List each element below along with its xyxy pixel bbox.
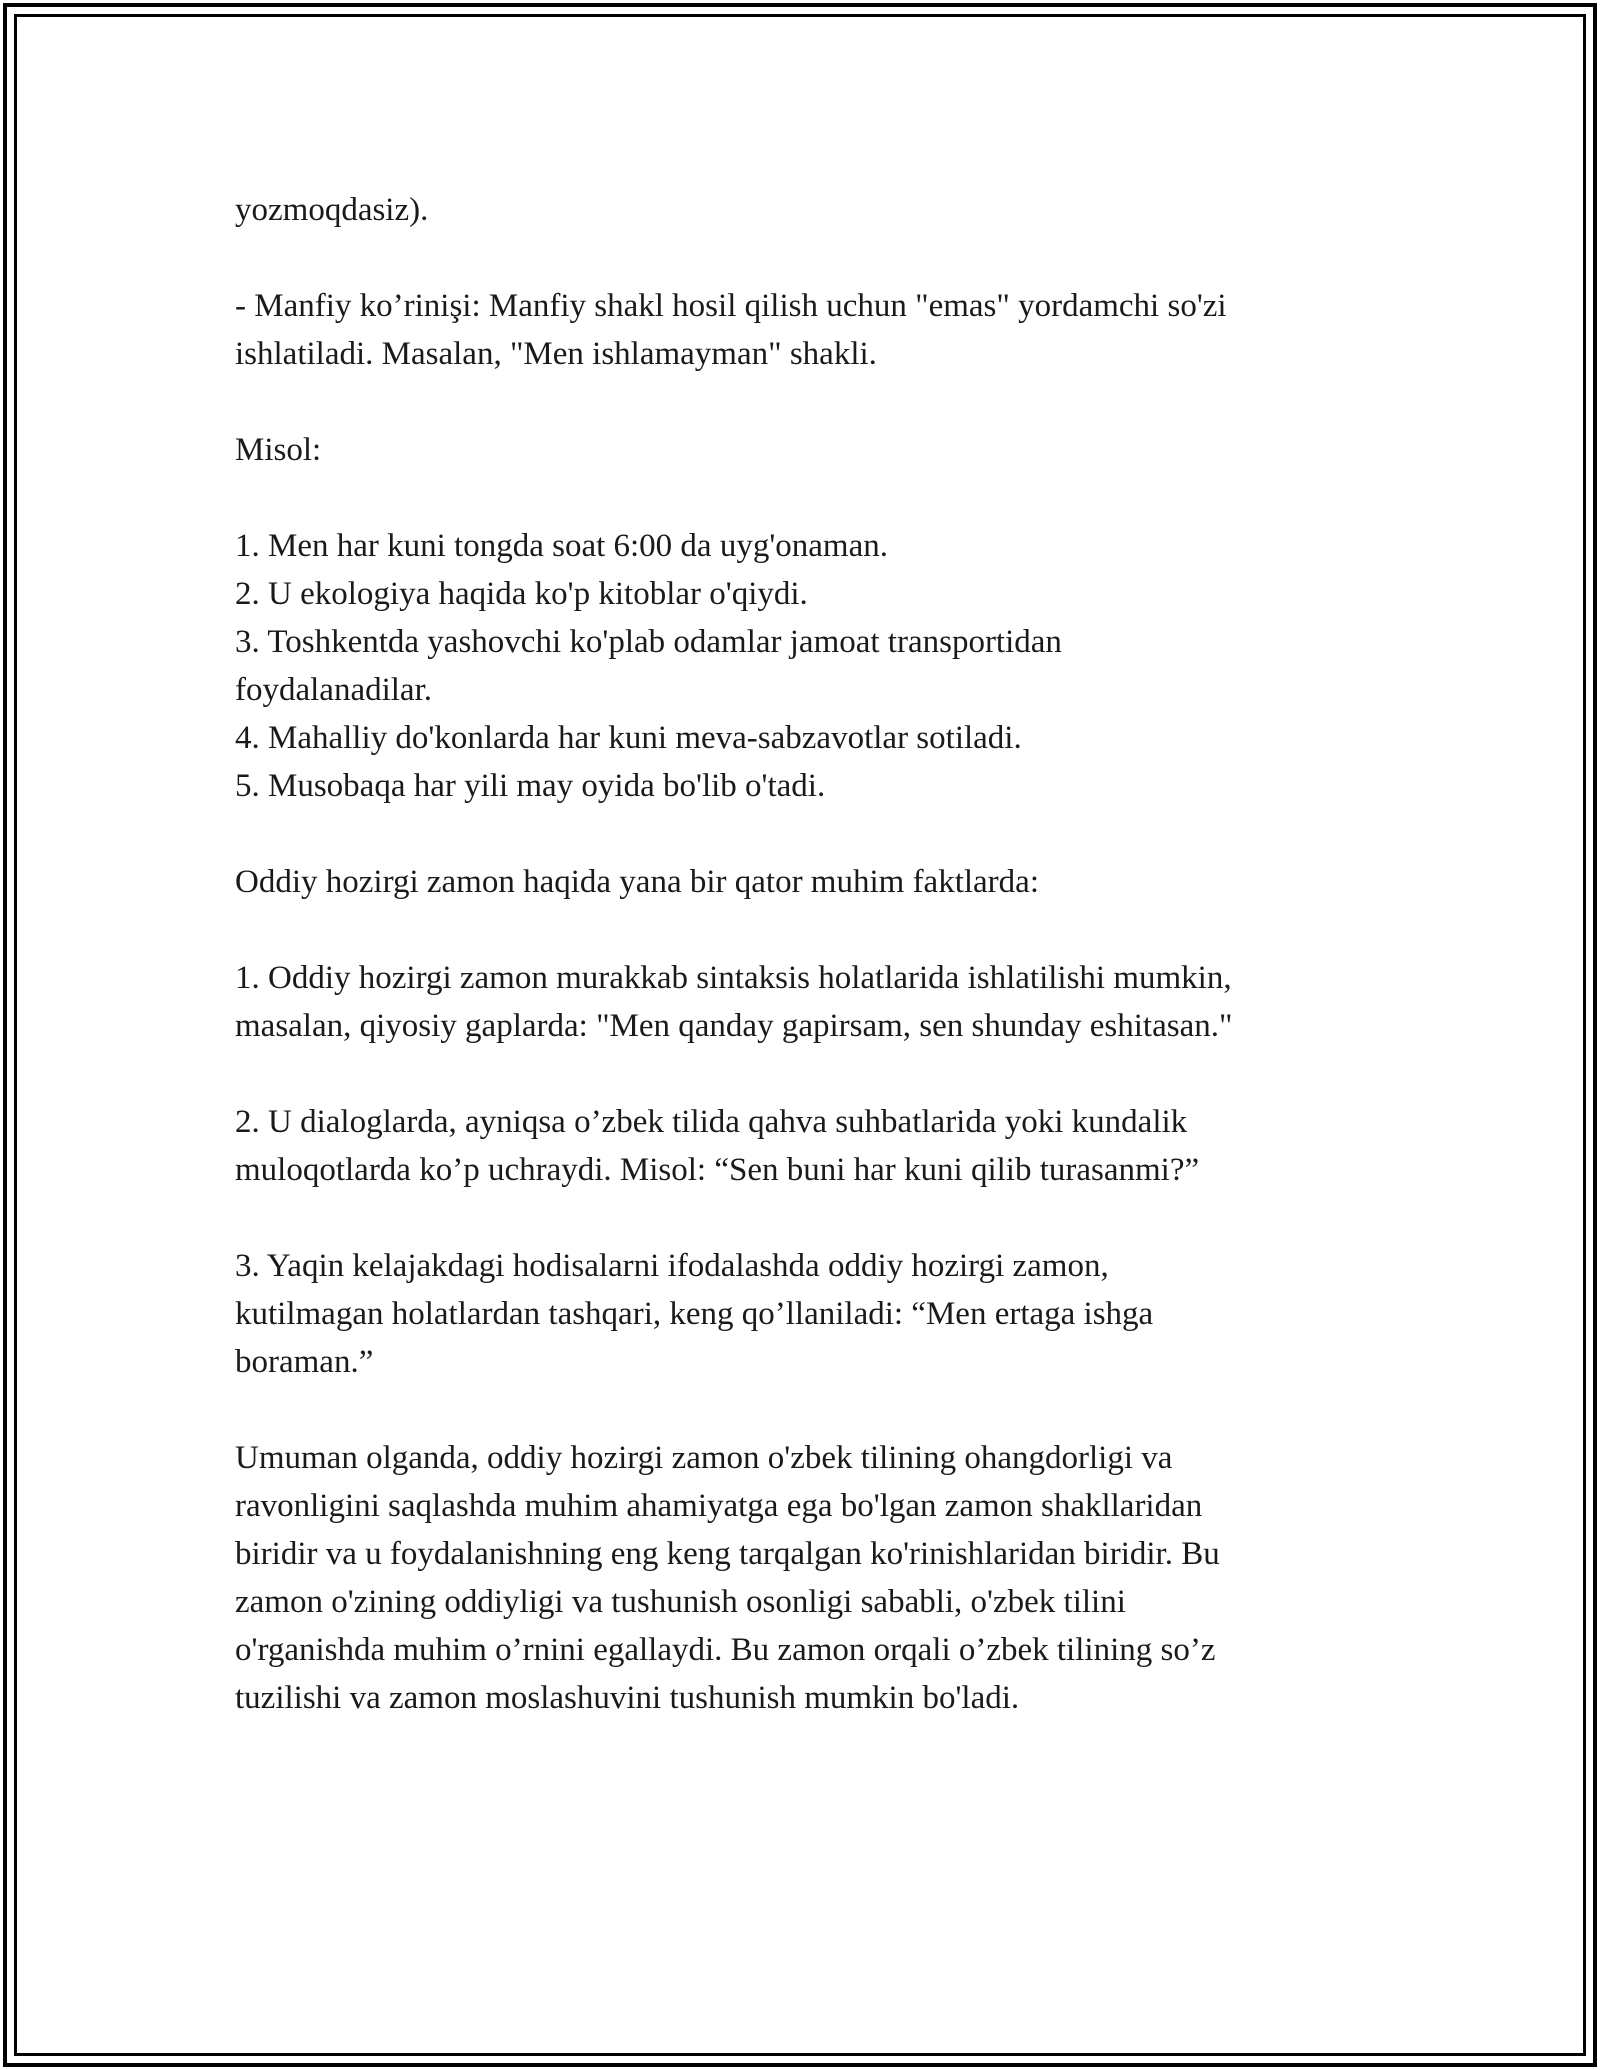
text-line: ishlatiladi. Masalan, "Men ishlamayman" shakli.	[235, 336, 877, 372]
text-line: - Manfiy ko’rinişi: Manfiy shakl hosil qilish uchun "emas" yordamchi so'zi	[235, 288, 1227, 324]
conclusion-paragraph	[235, 1434, 1375, 1722]
list-item: 1. Men har kuni tongda soat 6:00 da uyg'onaman.	[235, 528, 888, 564]
text-line: o'rganishda muhim o’rnini egallaydi. Bu zamon orqali o’zbek tilining so’z	[235, 1632, 1216, 1668]
document-body	[235, 186, 1375, 1770]
text-line: yozmoqdasiz).	[235, 192, 429, 228]
facts-heading	[235, 858, 1375, 906]
text-line: boraman.”	[235, 1344, 374, 1380]
examples-heading	[235, 426, 1375, 474]
text-line: Umuman olganda, oddiy hozirgi zamon o'zbek tilining ohangdorligi va	[235, 1440, 1173, 1476]
text-line: tuzilishi va zamon moslashuvini tushunish mumkin bo'ladi.	[235, 1680, 1020, 1716]
list-item: 4. Mahalliy do'konlarda har kuni meva-sabzavotlar sotiladi.	[235, 720, 1022, 756]
list-item: 3. Toshkentda yashovchi ko'plab odamlar jamoat transportidan	[235, 624, 1062, 660]
text-line: 2. U dialoglarda, ayniqsa o’zbek tilida qahva suhbatlarida yoki kundalik	[235, 1104, 1188, 1140]
list-item: 5. Musobaqa har yili may oyida bo'lib o'tadi.	[235, 768, 826, 804]
paragraph-negative-form	[235, 282, 1375, 378]
text-line: muloqotlarda ko’p uchraydi. Misol: “Sen buni har kuni qilib turasanmi?”	[235, 1152, 1200, 1188]
text-line: 3. Yaqin kelajakdagi hodisalarni ifodalashda oddiy hozirgi zamon,	[235, 1248, 1109, 1284]
text-line: 1. Oddiy hozirgi zamon murakkab sintaksis holatlarida ishlatilishi mumkin,	[235, 960, 1232, 996]
examples-list	[235, 522, 1375, 810]
fact-item-2	[235, 1098, 1375, 1194]
text-line: Misol:	[235, 432, 322, 468]
text-line: biridir va u foydalanishning eng keng tarqalgan ko'rinishlaridan biridir. Bu	[235, 1536, 1220, 1572]
text-line: Oddiy hozirgi zamon haqida yana bir qator muhim faktlarda:	[235, 864, 1039, 900]
text-line: masalan, qiyosiy gaplarda: "Men qanday gapirsam, sen shunday eshitasan."	[235, 1008, 1233, 1044]
text-line: ravonligini saqlashda muhim ahamiyatga ega bo'lgan zamon shakllaridan	[235, 1488, 1203, 1524]
list-item-continuation: foydalanadilar.	[235, 672, 433, 708]
fact-item-1	[235, 954, 1375, 1050]
fact-item-3	[235, 1242, 1375, 1386]
list-item: 2. U ekologiya haqida ko'p kitoblar o'qiydi.	[235, 576, 808, 612]
text-line: zamon o'zining oddiyligi va tushunish osonligi sababli, o'zbek tilini	[235, 1584, 1126, 1620]
text-line: kutilmagan holatlardan tashqari, keng qo’llaniladi: “Men ertaga ishga	[235, 1296, 1154, 1332]
paragraph-continuation	[235, 186, 1375, 234]
